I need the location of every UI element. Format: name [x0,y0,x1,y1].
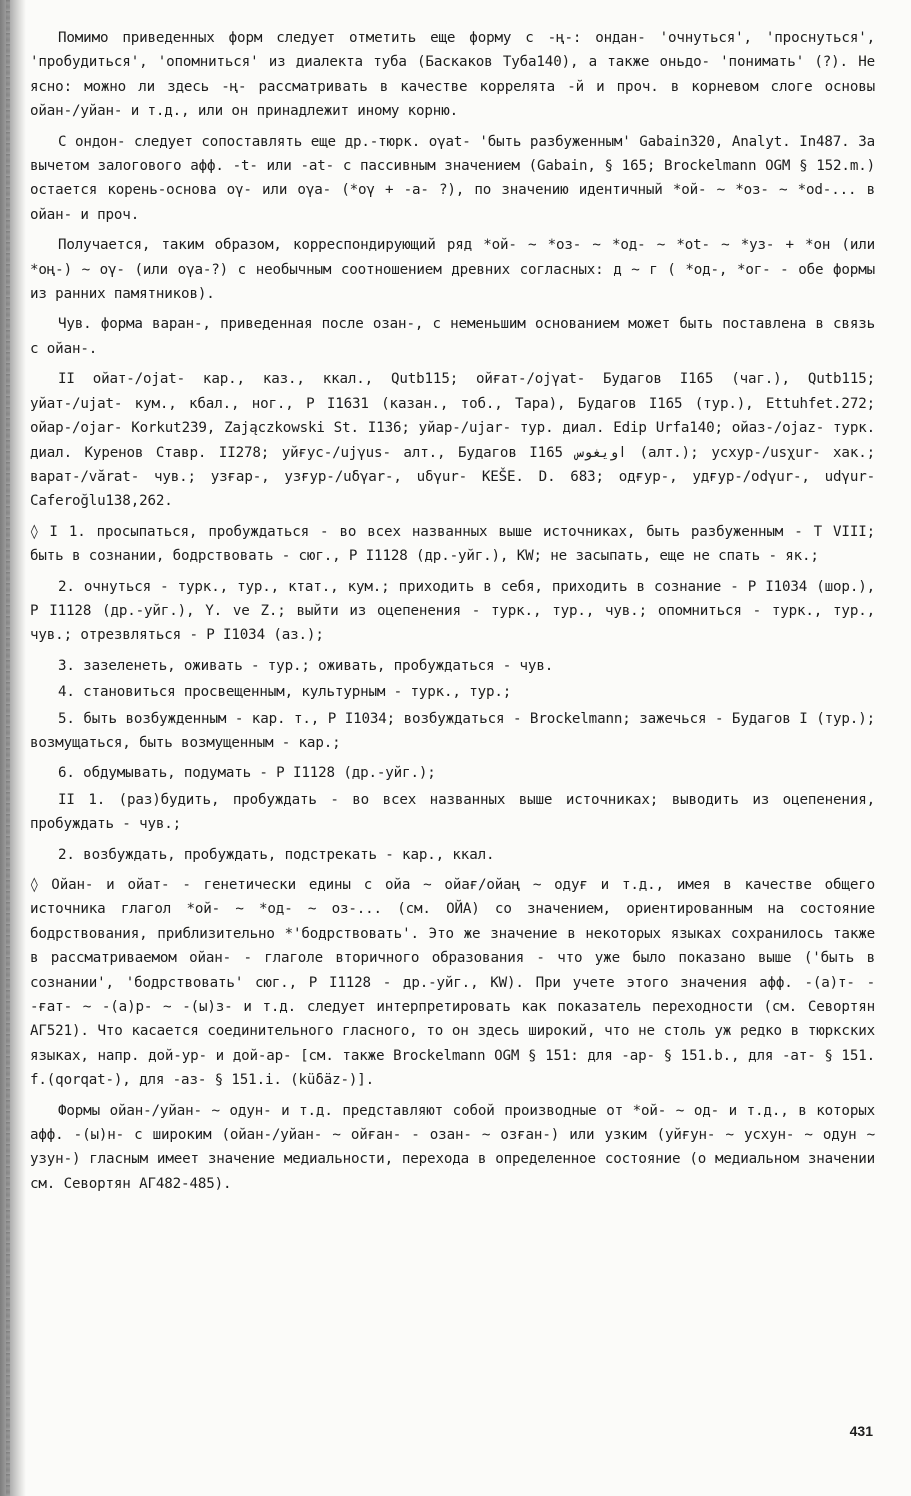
scan-edge-noise [6,0,10,1496]
paragraph-ondon: С ондон- следует сопоставлять еще др.-тюрк. ογat- 'быть разбуженным' Gabain320, Analyt. In487. За вычетом залогового афф. -t- или -at- с пассивным значением (Gabain, § 165; Brockelmann OGM § 152.m.) остается корень-основа ογ- или oγa- (*oγ + -a- ?), по значению идентичный *ой- ~ *оз- ~ *od-... в ойан- и проч. [30,133,884,223]
meaning-i-5: 5. быть возбужденным - кар. т., Р I1034; возбуждаться - Brockelmann; зажечься - Будагов I (тур.); возмущаться, быть возмущенным - кар.; [30,710,884,751]
meaning-i-2: 2. очнуться - турк., тур., ктат., кум.; приходить в себя, приходить в сознание - Р I1034 (шор.), Р I1128 (др.-уйг.), Y. ve Z.; выйти из оцепенения - турк., тур., чув.; опомниться - турк., тур., чув.; отрезвляться - Р I1034 (аз.); [30,578,884,644]
meaning-ii-2: 2. возбуждать, пробуждать, подстрекать - кар., ккал. [58,846,495,863]
meaning-i-1: ◊ I 1. просыпаться, пробуждаться - во всех названных выше источниках, быть разбуженным - Т VIII; быть в сознании, бодрствовать - сюг., Р I1128 (др.-уйг.), KW; не засыпать, еще не спать - як.; [30,523,884,565]
meaning-ii-1: II 1. (раз)будить, пробуждать - во всех названных выше источниках; выводить из оцепенения, пробуждать - чув.; [30,791,884,833]
entry-oyat-forms: II ойат-/ojat- кар., каз., ккал., Qutb115; ойғат-/ojγat- Будагов I165 (чаг.), Qutb115; уйат-/ujat- кум., кбал., ног., Р I1631 (казан., тоб., Тара), Будагов I165 (тур.), Ettuhfet.272; ойар-/ojar- Korkut239, Zajączkowski St. I136; уйар-/ujar- тур. диал. Edip Urfa140; ойаз-/ojaz- турк. диал. Куренов Ставр. II278; уйғус-/ujγus- алт., Будагов I165 اويغوس (алт.); усхур-/usχur- хак.; варат-/vărat- чув.; узғар-, узғур-/uδγar-, uδγur- KEŠE. D. 683; одғур-, удғур-/odγur-, udγur- Caferoğlu138,262. [30,371,884,510]
meaning-i-3: 3. зазеленеть, оживать - тур.; оживать, пробуждаться - чув. [58,657,554,674]
paragraph-forms-ng: Помимо приведенных форм следует отметить еще форму с -ң-: ондан- 'очнуться', 'проснуться', 'пробудиться', 'опомниться' из диалекта туба (Баскаков Туба140), а также оньдо- 'понимать' (?). Не ясно: можно ли здесь -ң- рассматривать в качестве коррелята -й и проч. в корневом слоге основы ойан-/уйан- и т.д., или он принадлежит иному корню. [30,30,884,120]
scan-binding-shadow [0,0,26,1496]
paragraph-derivatives-oyan: Формы ойан-/уйан- ~ одун- и т.д. представляют собой производные от *ой- ~ од- и т.д., в которых афф. -(ы)н- с широким (ойан-/уйан- ~ ойған- - озан- ~ озған-) или узким (уйғун- ~ усхун- ~ одун ~ узун-) гласным имеет значение медиальности, перехода в определенное состояние (о медиальном значении см. Севортян АГ482-485). [30,1102,884,1192]
meaning-i-4: 4. становиться просвещенным, культурным - турк., тур.; [58,684,512,701]
page-number: 431 [849,1423,873,1439]
paragraph-chuvash-varan: Чув. форма варан-, приведенная после озан-, с неменьшим основанием может быть поставлена в связь с ойан-. [30,316,884,357]
meaning-i-6: 6. обдумывать, подумать - Р I1128 (др.-уйг.); [58,765,436,782]
page-body [30,26,884,1202]
paragraph-correspondence: Получается, таким образом, корреспондирующий ряд *ой- ~ *оз- ~ *од- ~ *ot- ~ *уз- + *он (или *оң-) ~ ογ- (или oγa-?) с необычным соотношением древних согласных: д ~ г ( *од-, *ог- - обе формы из ранних памятников). [30,237,884,303]
paragraph-etymology-oyan-oyat: ◊ Ойан- и ойат- - генетически едины с ойа ~ ойағ/ойаң ~ одуғ и т.д., имея в качестве общего источника глагол *ой- ~ *од- ~ оз-... (см. ОЙА) со значением, ориентированным на состояние бодрствования, приблизительно *'бодрствовать'. Это же значение в некоторых языках сохранилось также в рассматриваемом ойан- - глаголе вторичного образования - что уже было показано выше ('быть в сознании', 'бодрствовать' сюг., Р I1128 - др.-уйг., KW). При учете этого значения афф. -(а)т- - -ғат- ~ -(а)р- ~ -(ы)з- и т.д. следует интерпретировать как показатель переходности (см. Севортян АГ521). Что касается соединительного гласного, то он здесь широкий, что не столь уж редко в тюркских языках, напр. дой-ур- и дой-ар- [см. также Brockelmann OGM § 151: для -ар- § 151.b., для -ат- § 151. f.(qorqat-), для -аз- § 151.i. (küδäz-)]. [30,877,884,1089]
